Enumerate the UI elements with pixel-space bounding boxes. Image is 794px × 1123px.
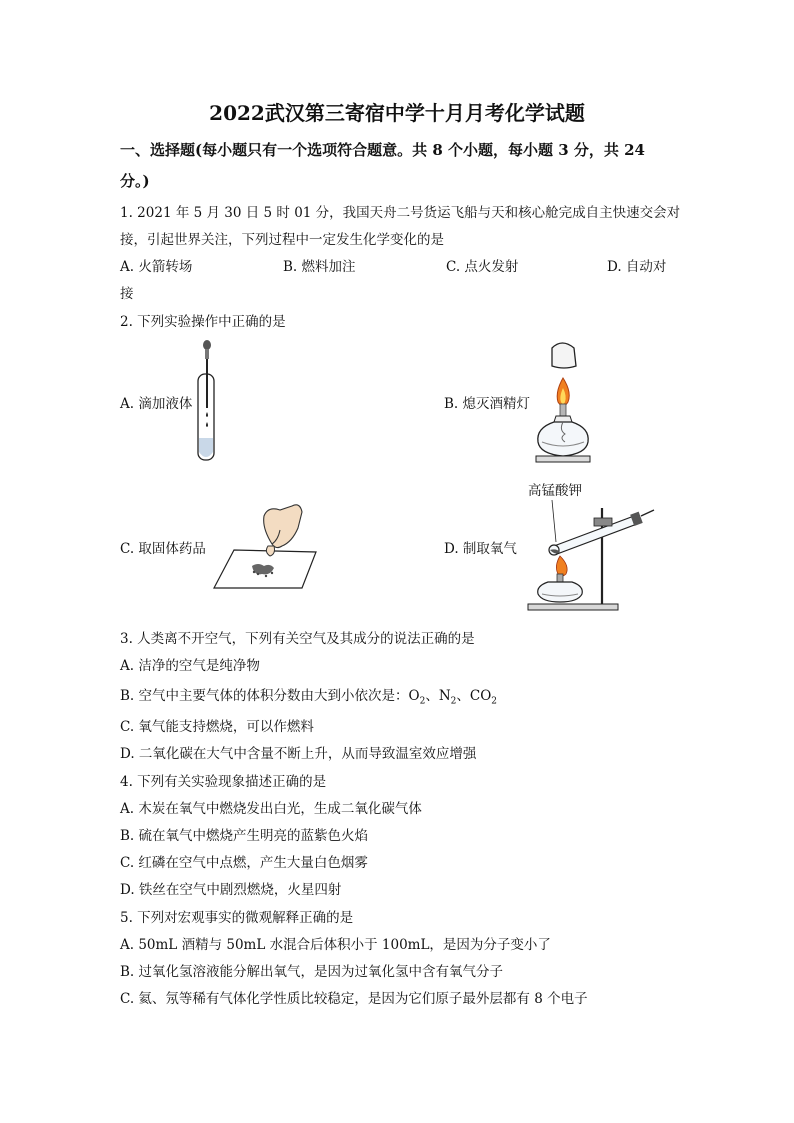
q2-option-d: D. 制取氧气 <box>444 541 517 557</box>
q5-option-b: B. 过氧化氢溶液能分解出氧气，是因为过氧化氢中含有氧气分子 <box>120 964 504 980</box>
q3-option-c: C. 氧气能支持燃烧，可以作燃料 <box>120 719 314 735</box>
q1-option-c: C. 点火发射 <box>446 259 519 275</box>
q3-stem: 3. 人类离不开空气，下列有关空气及其成分的说法正确的是 <box>120 631 475 647</box>
q1-stem-line1: 1. 2021 年 5 月 30 日 5 时 01 分，我国天舟二号货运飞船与天和核心舱完成自主快速交会对 <box>120 205 681 221</box>
separator: 、 <box>456 688 470 704</box>
q2-option-b: B. 熄灭酒精灯 <box>444 396 531 412</box>
q2-option-c: C. 取固体药品 <box>120 541 206 557</box>
q3-option-b-text: B. 空气中主要气体的体积分数由大到小依次是： <box>120 688 409 704</box>
q5-option-c: C. 氦、氖等稀有气体化学性质比较稳定，是因为它们原子最外层都有 8 个电子 <box>120 991 588 1007</box>
q4-option-d: D. 铁丝在空气中剧烈燃烧，火星四射 <box>120 882 342 898</box>
q4-option-a: A. 木炭在氧气中燃烧发出白光，生成二氧化碳气体 <box>120 801 422 817</box>
q4-option-c: C. 红磷在空气中点燃，产生大量白色烟雾 <box>120 855 368 871</box>
section-heading-line2: 分。) <box>120 172 150 190</box>
q5-option-a: A. 50mL 酒精与 50mL 水混合后体积小于 100mL，是因为分子变小了 <box>120 937 551 953</box>
dropper-test-tube-illustration <box>190 338 230 464</box>
q3-option-b <box>120 684 497 707</box>
q1-option-a: A. 火箭转场 <box>120 259 193 275</box>
page-title: 2022武汉第三寄宿中学十月月考化学试题 <box>209 101 585 125</box>
q1-option-d-cont: 接 <box>120 286 134 302</box>
q3-option-a: A. 洁净的空气是纯净物 <box>120 658 260 674</box>
q2-stem: 2. 下列实验操作中正确的是 <box>120 314 286 330</box>
formula-co2: $CO_2$ <box>469 688 498 707</box>
q1-stem-line2: 接，引起世界关注，下列过程中一定发生化学变化的是 <box>120 232 444 248</box>
oxygen-apparatus-illustration <box>524 496 664 612</box>
q4-option-b: B. 硫在氧气中燃烧产生明亮的蓝紫色火焰 <box>120 828 369 844</box>
q3-option-d: D. 二氧化碳在大气中含量不断上升，从而导致温室效应增强 <box>120 746 477 762</box>
q1-option-d: D. 自动对 <box>607 259 667 275</box>
potassium-permanganate-label: 高锰酸钾 <box>528 483 582 499</box>
q2-option-a: A. 滴加液体 <box>120 396 193 412</box>
q5-stem: 5. 下列对宏观事实的微观解释正确的是 <box>120 910 354 926</box>
separator: 、 <box>425 688 439 704</box>
formula-n2: $N_2$ <box>438 688 457 707</box>
section-heading-line1: 一、选择题(每小题只有一个选项符合题意。共 8 个小题，每小题 3 分，共 24 <box>120 141 645 159</box>
formula-o2: $O_2$ <box>408 688 426 707</box>
q1-option-b: B. 燃料加注 <box>283 259 356 275</box>
alcohol-lamp-cap-illustration <box>530 340 594 468</box>
hand-taking-solid-illustration <box>208 500 324 592</box>
q4-stem: 4. 下列有关实验现象描述正确的是 <box>120 774 327 790</box>
